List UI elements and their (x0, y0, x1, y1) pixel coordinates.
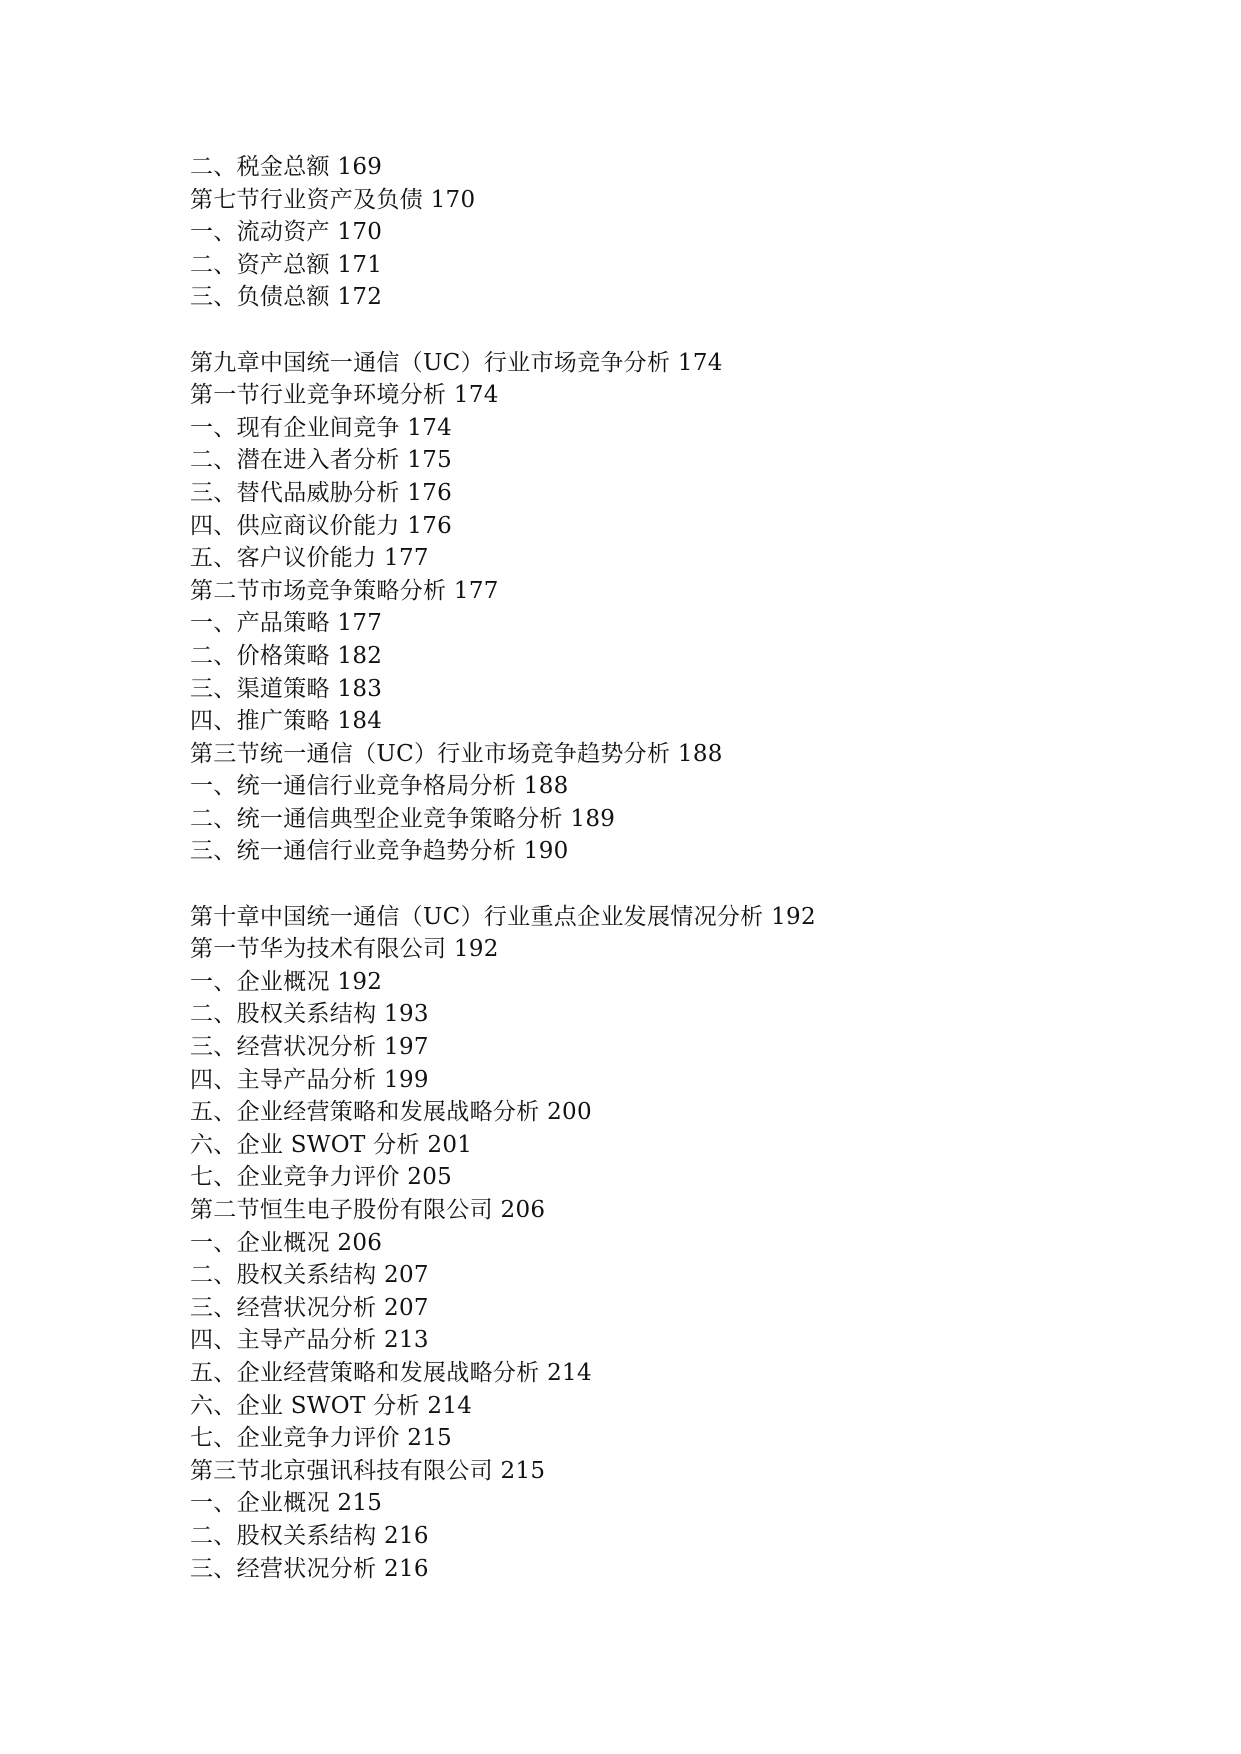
toc-entry: 五、企业经营策略和发展战略分析 214 (190, 1359, 592, 1386)
toc-entry: 四、主导产品分析 213 (190, 1327, 429, 1354)
table-of-contents (190, 151, 1190, 1585)
toc-entry: 五、客户议价能力 177 (190, 545, 429, 572)
toc-entry: 三、负债总额 172 (190, 284, 383, 311)
toc-entry: 一、统一通信行业竞争格局分析 188 (190, 773, 569, 800)
toc-entry: 一、流动资产 170 (190, 219, 383, 246)
toc-entry: 三、统一通信行业竞争趋势分析 190 (190, 838, 569, 865)
toc-entry: 四、供应商议价能力 176 (190, 512, 453, 539)
toc-entry: 二、资产总额 171 (190, 251, 383, 278)
toc-entry: 三、渠道策略 183 (190, 675, 383, 702)
section-spacer (190, 868, 1190, 901)
toc-entry: 二、股权关系结构 216 (190, 1522, 429, 1549)
toc-entry: 第十章中国统一通信（UC）行业重点企业发展情况分析 192 (190, 903, 816, 930)
toc-entry: 二、价格策略 182 (190, 642, 383, 669)
toc-entry: 第九章中国统一通信（UC）行业市场竞争分析 174 (190, 349, 723, 376)
toc-entry: 四、主导产品分析 199 (190, 1066, 429, 1093)
toc-entry: 第二节恒生电子股份有限公司 206 (190, 1197, 546, 1223)
toc-entry: 七、企业竞争力评价 205 (190, 1164, 453, 1191)
toc-entry: 一、企业概况 192 (190, 968, 383, 995)
toc-entry: 一、产品策略 177 (190, 610, 383, 637)
toc-entry: 第二节市场竞争策略分析 177 (190, 577, 499, 604)
toc-entry: 一、企业概况 206 (190, 1229, 383, 1256)
toc-entry: 第一节华为技术有限公司 192 (190, 936, 499, 963)
toc-entry: 二、股权关系结构 193 (190, 1001, 429, 1028)
toc-entry: 第三节北京强讯科技有限公司 215 (190, 1457, 546, 1484)
toc-entry: 第七节行业资产及负债 170 (190, 186, 476, 213)
toc-entry: 三、经营状况分析 216 (190, 1555, 429, 1582)
toc-entry: 三、替代品威胁分析 176 (190, 479, 453, 506)
toc-entry: 六、企业 SWOT 分析 201 (190, 1131, 473, 1158)
toc-entry: 一、企业概况 215 (190, 1490, 383, 1517)
toc-entry: 第三节统一通信（UC）行业市场竞争趋势分析 188 (190, 740, 723, 767)
toc-entry: 二、税金总额 169 (190, 154, 383, 180)
toc-entry: 二、统一通信典型企业竞争策略分析 189 (190, 805, 616, 832)
toc-entry: 二、股权关系结构 207 (190, 1262, 429, 1289)
toc-entry: 三、经营状况分析 197 (190, 1034, 429, 1061)
toc-entry: 一、现有企业间竞争 174 (190, 414, 453, 441)
toc-entry: 五、企业经营策略和发展战略分析 200 (190, 1099, 592, 1126)
toc-entry: 七、企业竞争力评价 215 (190, 1425, 453, 1452)
toc-entry: 三、经营状况分析 207 (190, 1294, 429, 1321)
section-spacer (190, 314, 1190, 347)
toc-entry: 第一节行业竞争环境分析 174 (190, 382, 499, 409)
toc-entry: 四、推广策略 184 (190, 708, 383, 735)
toc-entry: 六、企业 SWOT 分析 214 (190, 1392, 473, 1419)
toc-entry: 二、潜在进入者分析 175 (190, 447, 453, 474)
